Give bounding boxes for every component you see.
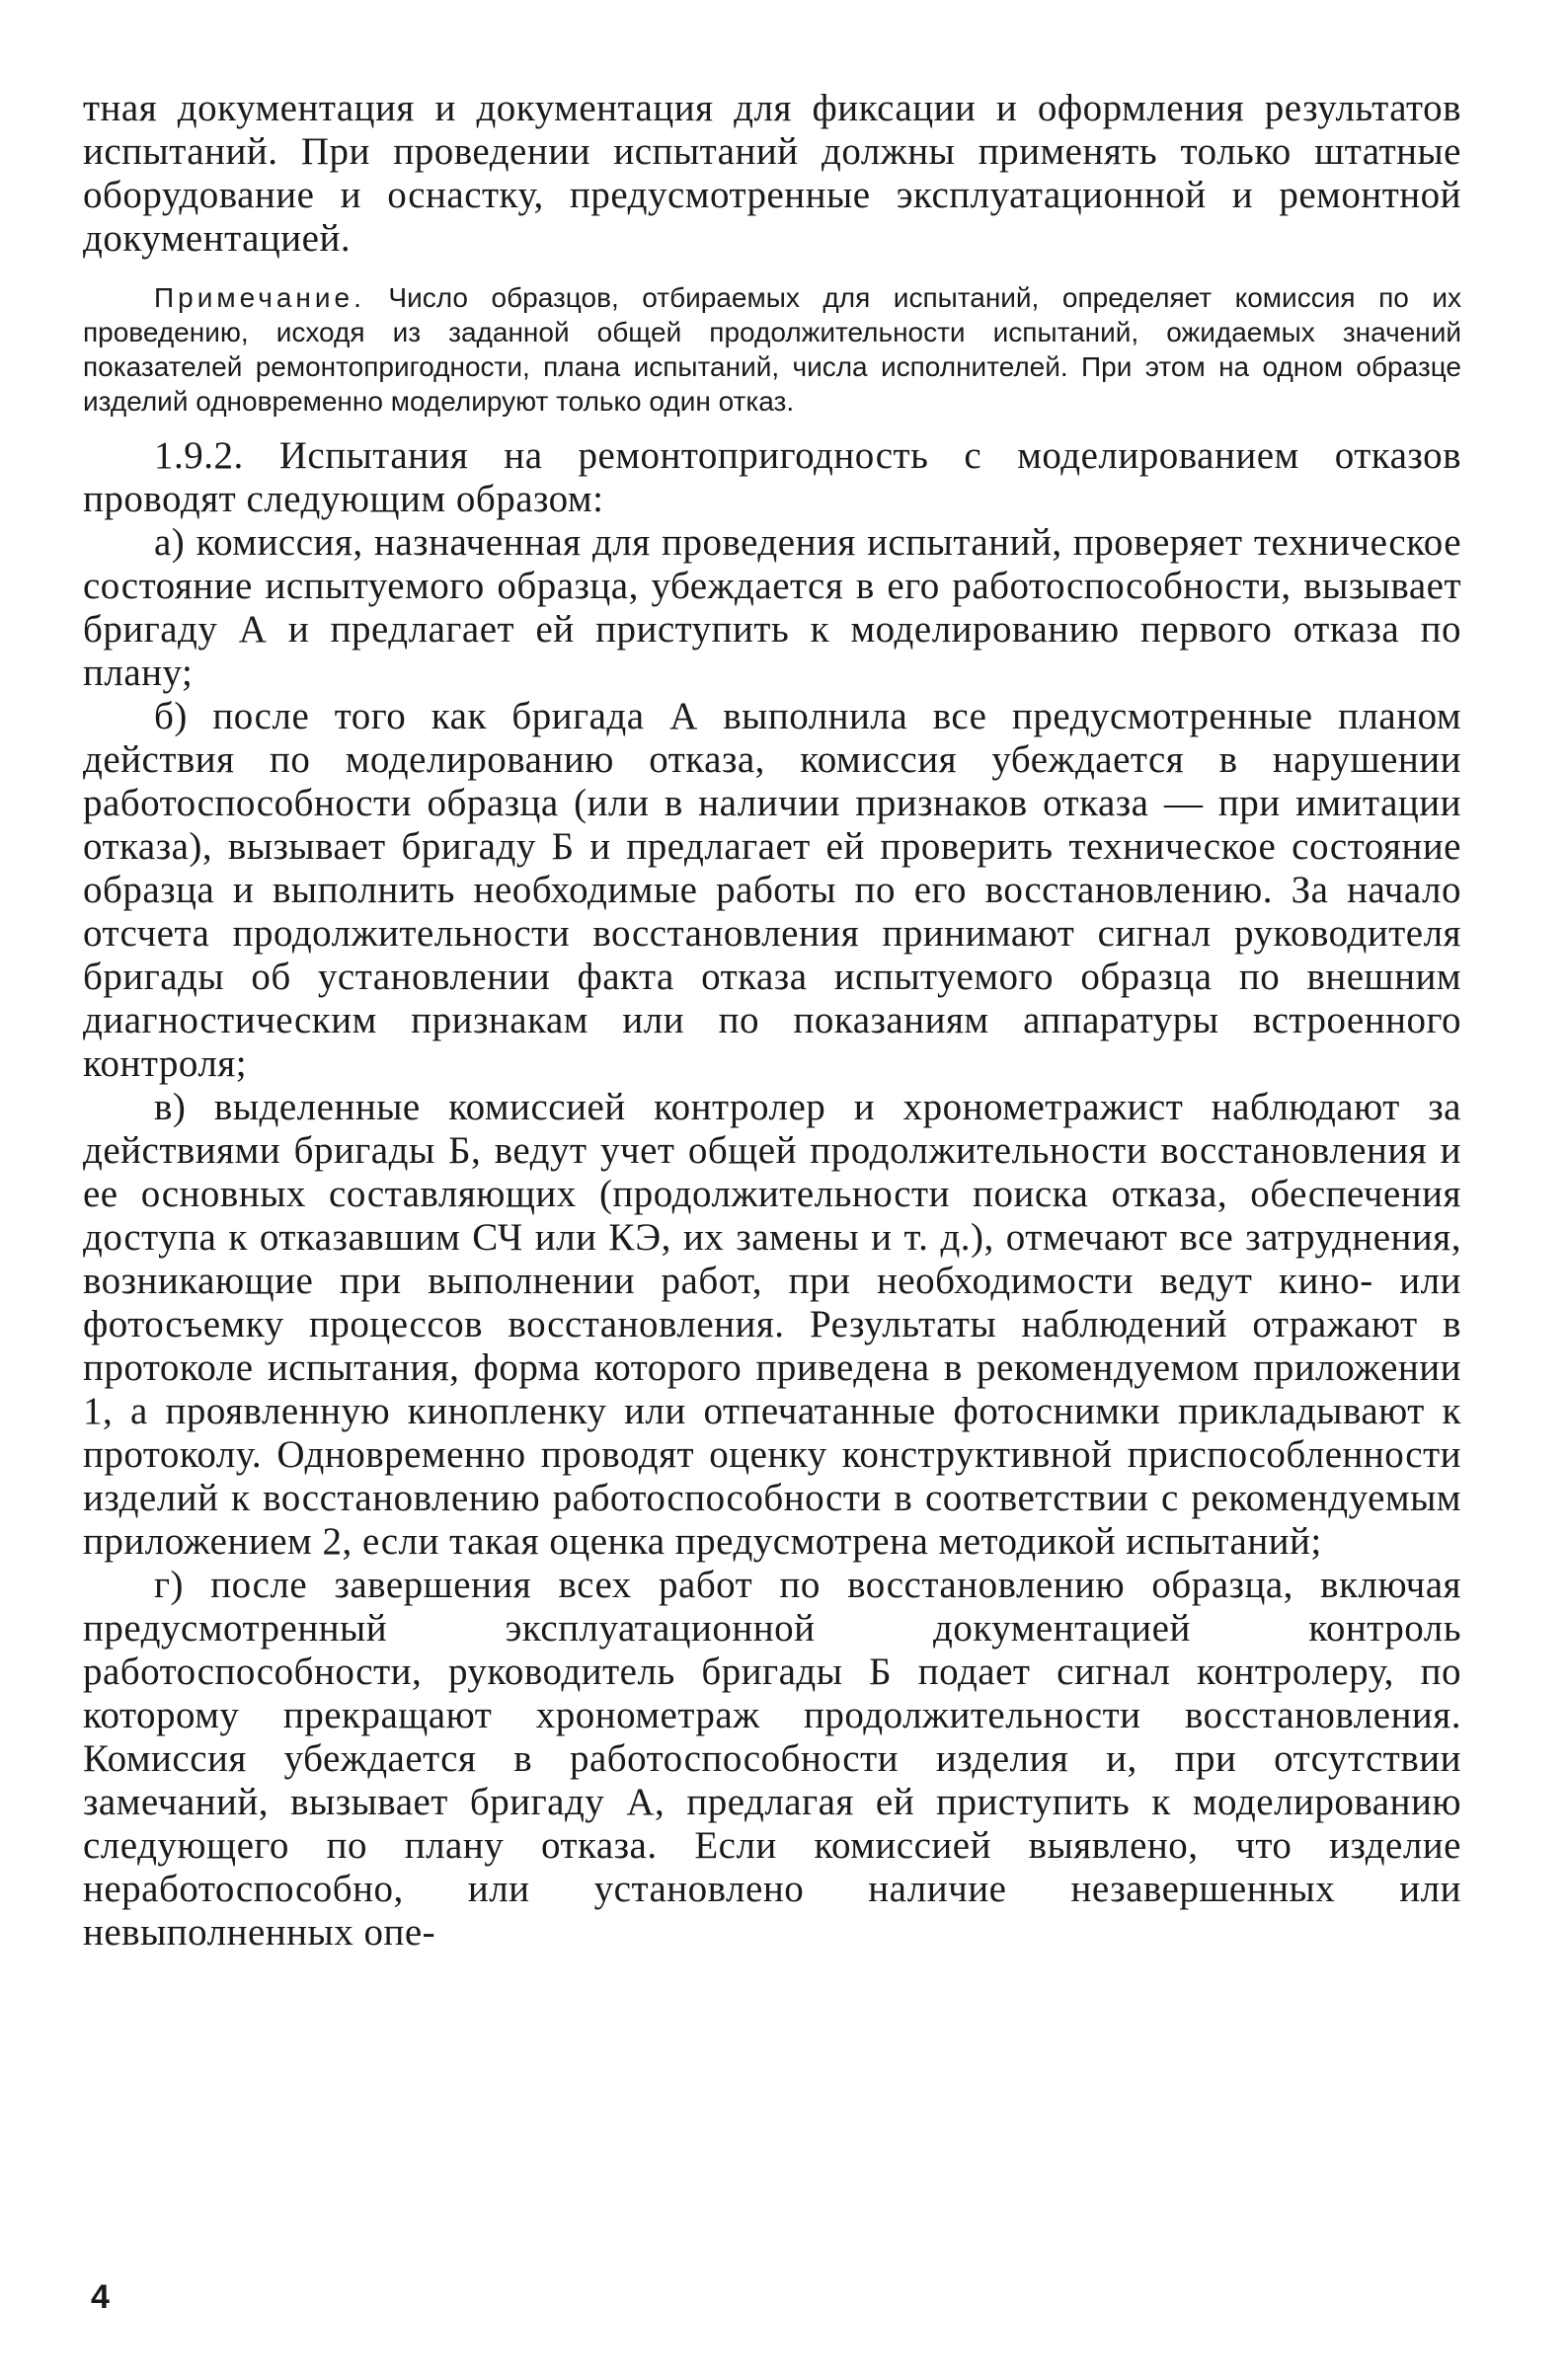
note-text: Число образцов, отбираемых для испытаний, определяет комиссия по их проведению, исходя из заданной общей продолжительности испытаний, ожидаемых значений показателей ремонтопригодности, плана испытаний, числа исполнителей. При этом на одном образце изделий одновременно моделируют только один отказ. [83,282,1461,417]
list-item-g: г) после завершения всех работ по восстановлению образца, включая предусмотренный эксплуатационной документацией контроль работоспособности, руководитель бригады Б подает сигнал контролеру, по которому прекращают хронометраж продолжительности восстановления. Комиссия убеждается в работоспособности изделия и, при отсутствии замечаний, вызывает бригаду А, предлагая ей приступить к моделированию следующего по плану отказа. Если комиссией выявлено, что изделие неработоспособно, или установлено наличие незавершенных или невыполненных опе- [83,1564,1461,1954]
lead-paragraph: тная документация и документация для фиксации и оформления результатов испытаний. При проведении испытаний должны применять только штатные оборудование и оснастку, предусмотренные эксплуатационной и ремонтной документацией. [83,87,1461,260]
note-label: Примечание. [154,282,365,313]
page-number: 4 [91,2278,110,2316]
list-item-b: б) после того как бригада А выполнила все предусмотренные планом действия по моделированию отказа, комиссия убеждается в нарушении работоспособности образца (или в наличии признаков отказа — при имитации отказа), вызывает бригаду Б и предлагает ей проверить техническое состояние образца и выполнить необходимые работы по его восстановлению. За начало отсчета продолжительности восстановления принимают сигнал руководителя бригады об установлении факта отказа испытуемого образца по внешним диагностическим признакам или по показаниям аппаратуры встроенного контроля; [83,695,1461,1085]
section-heading: 1.9.2. Испытания на ремонтопригодность с моделированием отказов проводят следующим образом: [83,434,1461,520]
list-item-a: а) комиссия, назначенная для проведения испытаний, проверяет техническое состояние испытуемого образца, убеждается в его работоспособности, вызывает бригаду А и предлагает ей приступить к моделированию первого отказа по плану; [83,521,1461,694]
note-paragraph [83,280,1461,419]
list-item-v: в) выделенные комиссией контролер и хронометражист наблюдают за действиями бригады Б, ведут учет общей продолжительности восстановления и ее основных составляющих (продолжительности поиска отказа, обеспечения доступа к отказавшим СЧ или КЭ, их замены и т. д.), отмечают все затруднения, возникающие при выполнении работ, при необходимости ведут кино- или фотосъемку процессов восстановления. Результаты наблюдений отражают в протоколе испытания, форма которого приведена в рекомендуемом приложении 1, а проявленную кинопленку или отпечатанные фотоснимки прикладывают к протоколу. Одновременно проводят оценку конструктивной приспособленности изделий к восстановлению работоспособности в соответствии с рекомендуемым приложением 2, если такая оценка предусмотрена методикой испытаний; [83,1086,1461,1563]
document-page [83,87,1461,1955]
